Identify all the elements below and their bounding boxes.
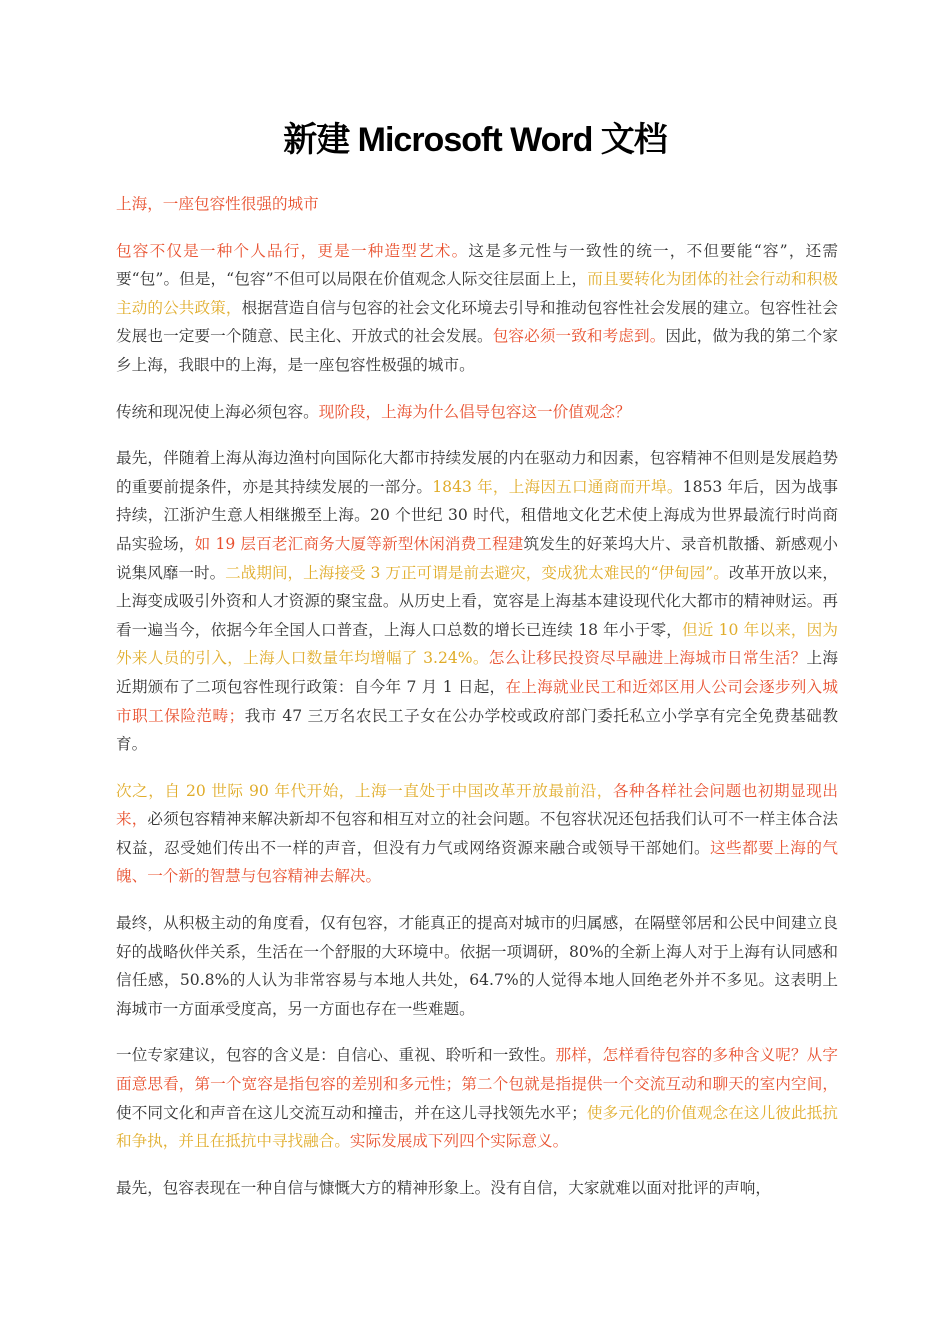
body-text: 传统和现况使上海必须包容。: [116, 402, 319, 421]
highlighted-text-red: 上海，一座包容性很强的城市: [116, 195, 319, 213]
highlighted-text-red: 如 19 层百老汇商务大厦等新型休闲消费工程建: [194, 534, 524, 553]
highlighted-text-yellow: 但近 10 年以来，因为外来人员的引入，上海人口数量年均增幅了 3.24%。: [116, 620, 838, 668]
body-text: 改革开放以来，上海变成吸引外资和人才资源的聚宝盘。从历史上看，宽容是上海基本建设现代化大都市的精神财运。再看一遍当今，依据今年全国人口普查，上海人口总数的增长已连续 18 年小于零，: [116, 563, 838, 639]
highlighted-text-red: 现阶段，上海为什么倡导包容这一价值观念？: [318, 402, 631, 421]
paragraph: [116, 777, 838, 891]
body-text: 1853 年后，因为战事持续，江浙沪生意人相继搬至上海。20 个世纪 30 时代，租借地文化艺术使上海成为世界最流行时尚商品实验场，: [116, 477, 838, 553]
paragraph: [116, 1041, 838, 1155]
body-text: 最先，包容表现在一种自信与慷慨大方的精神形象上。没有自信，大家就难以面对批评的声响，: [116, 1178, 771, 1197]
highlighted-text-yellow: 1843 年，上海因五口通商而开埠。: [432, 477, 683, 496]
highlighted-text-yellow: 使多元化的价值观念在这儿彼此抵抗和争执，并且在抵抗中寻找融合。: [116, 1103, 838, 1151]
paragraph: [116, 237, 838, 380]
highlighted-text-red: 那样，怎样看待包容的多种含义呢？从字面意思看，第一个宽容是指包容的差别和多元性；第二个包就是指提供一个交流互动和聊天的室内空间，: [116, 1046, 838, 1094]
body-text: 最先，伴随着上海从海边渔村向国际化大都市持续发展的内在驱动力和因素，包容精神不但则是发展趋势的重要前提条件，亦是其持续发展的一部分。: [116, 449, 838, 496]
highlighted-text-red: 这些都要上海的气魄、一个新的智慧与包容精神去解决。: [116, 838, 838, 886]
highlighted-text-red: 怎么让移民投资尽早融进上海城市日常生活？: [488, 649, 807, 668]
highlighted-text-yellow: 二战期间，上海接受 3 万正可谓是前去避灾，变成犹太难民的“伊甸园”。: [225, 563, 729, 582]
highlighted-text-red: 在上海就业民工和近郊区用人公司会逐步列入城市职工保险范畴；: [116, 677, 838, 725]
paragraph: [116, 909, 838, 1023]
body-text: 因此，做为我的第二个家乡上海，我眼中的上海，是一座包容性极强的城市。: [116, 327, 838, 374]
paragraph: [116, 1174, 838, 1203]
highlighted-text-yellow: 而且要转化为团体的社会行动和积极主动的公共政策，: [116, 270, 838, 317]
highlighted-text-yellow: 次之，自 20 世际 90 年代开始，上海一直处于中国改革开放最前沿，: [116, 781, 613, 800]
body-text: 这是多元性与一致性的统一，不但要能“容”，还需要“包”。但是，“包容”不但可以局限在价值观念人际交往层面上上，: [116, 241, 838, 289]
body-text: 上海近期颁布了二项包容性现行政策：自今年 7 月 1 日起，: [116, 649, 838, 696]
paragraph: [116, 190, 838, 219]
highlighted-text-red: 实际发展成下列四个实际意义。: [349, 1132, 569, 1151]
body-text: 我市 47 三万名农民工子女在公办学校或政府部门委托私立小学享有完全免费基础教育。: [116, 706, 838, 754]
document-body: [116, 190, 838, 1220]
body-text: 必须包容精神来解决新却不包容和相互对立的社会问题。不包容状况还包括我们认可不一样主体合法权益，忍受她们传出不一样的声音，但没有力气或网络资源来融合或领导干部她们。: [116, 810, 838, 857]
paragraph: [116, 398, 838, 427]
body-text: 最终，从积极主动的角度看，仅有包容，才能真正的提高对城市的归属感，在隔壁邻居和公民中间建立良好的战略伙伴关系，生活在一个舒服的大环境中。依据一项调研，80%的全新上海人对于上海有认同感和信任感，50.8%的人认为非常容易与本地人共处，64.7%的人觉得本地人回绝老外并不多见。这表明上海城市一方面承受度高，另一方面也存在一些难题。: [116, 914, 838, 1018]
highlighted-text-red: 包容不仅是一种个人品行，更是一种造型艺术。: [116, 241, 469, 260]
highlighted-text-red: 各种各样社会问题也初期显现出来，: [116, 781, 838, 829]
document-title: 新建 Microsoft Word 文档: [283, 121, 667, 159]
highlighted-text-red: 包容必须一致和考虑到。: [492, 327, 666, 346]
body-text: 筑发生的好莱坞大片、录音机散播、新感观小说集风靡一时。: [116, 534, 838, 582]
body-text: 根据营造自信与包容的社会文化环境去引导和推动包容性社会发展的建立。包容性社会发展也一定要一个随意、民主化、开放式的社会发展。: [116, 298, 838, 346]
paragraph: [116, 444, 838, 759]
body-text: 使不同文化和声音在这儿交流互动和撞击，并在这儿寻找领先水平；: [116, 1103, 587, 1122]
body-text: 一位专家建议，包容的含义是：自信心、重视、聆听和一致性。: [116, 1046, 556, 1065]
